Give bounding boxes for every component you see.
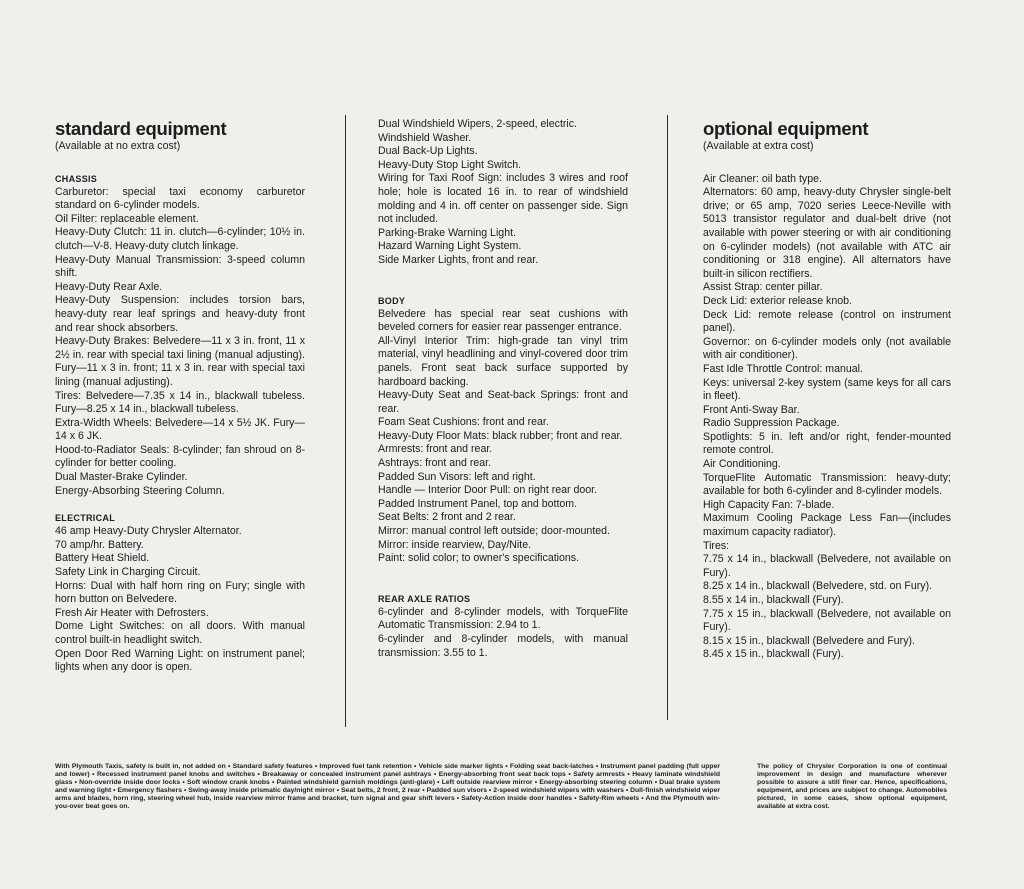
optional-equipment-subtitle: (Available at extra cost) <box>703 140 814 152</box>
list-item: Heavy-Duty Clutch: 11 in. clutch—6-cylinder; 10½ in. clutch—V-8. Heavy-duty clutch linkage. <box>55 226 305 252</box>
list-item: Tires: Belvedere—7.35 x 14 in., blackwall tubeless. Fury—8.25 x 14 in., blackwall tubeless. <box>55 389 305 416</box>
optional-list <box>703 173 951 662</box>
list-item: Fast Idle Throttle Control: manual. <box>703 362 863 375</box>
chassis-heading: CHASSIS <box>55 173 98 184</box>
list-item: Energy-Absorbing Steering Column. <box>55 484 225 497</box>
electrical-continued-list <box>378 118 628 268</box>
list-item: Belvedere has special rear seat cushions with beveled corners for easier rear passenger entrance. <box>378 307 628 334</box>
list-item: Safety Link in Charging Circuit. <box>55 566 201 579</box>
body-heading: BODY <box>378 295 406 306</box>
list-item: All-Vinyl Interior Trim: high-grade tan vinyl trim material, vinyl headlining and vinyl-covered door trim panels. Front seat back surface supported by hardboard backing. <box>378 334 628 388</box>
list-item: Front Anti-Sway Bar. <box>703 403 800 416</box>
list-item: Handle — Interior Door Pull: on right rear door. <box>378 484 598 497</box>
list-item: Radio Suppression Package. <box>703 417 840 430</box>
electrical-heading: ELECTRICAL <box>55 513 115 524</box>
list-item: 6-cylinder and 8-cylinder models, with manual transmission: 3.55 to 1. <box>378 633 628 659</box>
list-item: Heavy-Duty Brakes: Belvedere—11 x 3 in. front, 11 x 2½ in. rear with special taxi lining (manual adjusting). Fury—11 x 3 in. front; 11 x 3 in. rear with special taxi lining (manual adjusting). <box>55 335 305 388</box>
policy-footnote: The policy of Chrysler Corporation is one of continual improvement in design and manufacture wherever possible to assure a still finer car. Hence, specifications, equipment, and prices are subject to change. Automobiles pictured, in some cases, show optional equipment, available at extra cost. <box>757 763 947 810</box>
list-item: Mirror: manual control left outside; door-mounted. <box>378 525 610 538</box>
list-item: Tires: <box>703 539 730 552</box>
list-item: 70 amp/hr. Battery. <box>55 538 144 551</box>
safety-features-footnote: With Plymouth Taxis, safety is built in, not added on • Standard safety features • Improved fuel tank retention • Vehicle side marker lights • Folding seat back-latches • Instrument panel padding (full upper and lower) • Recessed instrument panel knobs and switches • Breakaway or concealed instrument panel ashtrays • Energy-absorbing front seat back tops • Safety armrests • Heavy laminate windshield glass • Non-override inside door locks • Soft window crank knobs • Painted windshield garnish moldings (anti-glare) • Left outside rearview mirror • Energy-absorbing steering column • Dual brake system and warning light • Emergency flashers • Swing-away inside prismatic day/night mirror • Seat belts, 2 front, 2 rear • Padded sun visors • 2-speed windshield wipers with washers • Dull-finish windshield wiper arms and blades, horn ring, steering wheel hub, inside rearview mirror frame and bracket, turn signal and gear shift levers • Safety-Action inside door handles • Safety-Rim wheels • And the Plymouth win-you-over beat goes on. <box>55 763 720 810</box>
list-item: High Capacity Fan: 7-blade. <box>703 498 835 511</box>
list-item: Mirror: inside rearview, Day/Nite. <box>378 538 532 551</box>
list-item: Carburetor: special taxi economy carburetor standard on 6-cylinder models. <box>55 185 305 212</box>
list-item: 8.45 x 15 in., blackwall (Fury). <box>703 648 844 661</box>
list-item: Side Marker Lights, front and rear. <box>378 253 539 266</box>
optional-equipment-title: optional equipment <box>703 118 869 139</box>
electrical-list <box>55 525 305 675</box>
list-item: Armrests: front and rear. <box>378 443 493 456</box>
list-item: Heavy-Duty Seat and Seat-back Springs: front and rear. <box>378 389 628 415</box>
list-item: 6-cylinder and 8-cylinder models, with TorqueFlite Automatic Transmission: 2.94 to 1. <box>378 605 628 632</box>
list-item: Wiring for Taxi Roof Sign: includes 3 wires and roof hole; hole is located 16 in. to rear of windshield molding and 4 in. off center on passenger side. Sign not included. <box>378 172 628 226</box>
list-item: Maximum Cooling Package Less Fan—(includes maximum capacity radiator). <box>703 512 951 539</box>
list-item: Dome Light Switches: on all doors. With manual control built-in headlight switch. <box>55 620 305 646</box>
list-item: Ashtrays: front and rear. <box>378 457 492 470</box>
list-item: Governor: on 6-cylinder models only (not available with air conditioner). <box>703 335 951 362</box>
list-item: Air Cleaner: oil bath type. <box>703 172 822 185</box>
list-item: Hood-to-Radiator Seals: 8-cylinder; fan shroud on 8-cylinder for better cooling. <box>55 443 305 470</box>
list-item: Padded Instrument Panel, top and bottom. <box>378 497 578 510</box>
list-item: Heavy-Duty Manual Transmission: 3-speed column shift. <box>55 253 305 280</box>
list-item: 7.75 x 14 in., blackwall (Belvedere, not available on Fury). <box>703 553 951 579</box>
list-item: Dual Back-Up Lights. <box>378 145 478 158</box>
list-item: Dual Windshield Wipers, 2-speed, electric. <box>378 118 578 130</box>
list-item: 46 amp Heavy-Duty Chrysler Alternator. <box>55 525 242 538</box>
list-item: Deck Lid: remote release (control on instrument panel). <box>703 308 951 335</box>
list-item: Horns: Dual with half horn ring on Fury; single with horn button on Belvedere. <box>55 579 305 606</box>
standard-equipment-column <box>55 118 305 675</box>
list-item: 7.75 x 15 in., blackwall (Belvedere, not available on Fury). <box>703 607 951 634</box>
list-item: 8.25 x 14 in., blackwall (Belvedere, std. on Fury). <box>703 580 933 593</box>
list-item: Foam Seat Cushions: front and rear. <box>378 416 549 429</box>
chassis-list <box>55 186 305 499</box>
body-list <box>378 308 628 566</box>
list-item: Seat Belts: 2 front and 2 rear. <box>378 511 516 524</box>
list-item: Battery Heat Shield. <box>55 552 150 565</box>
list-item: Spotlights: 5 in. left and/or right, fender-mounted remote control. <box>703 430 951 457</box>
list-item: Air Conditioning. <box>703 458 781 471</box>
list-item: Heavy-Duty Floor Mats: black rubber; front and rear. <box>378 429 623 442</box>
list-item: Keys: universal 2-key system (same keys for all cars in fleet). <box>703 376 951 403</box>
column-divider <box>667 115 668 720</box>
list-item: Heavy-Duty Stop Light Switch. <box>378 158 522 171</box>
list-item: Heavy-Duty Suspension: includes torsion bars, heavy-duty rear leaf springs and heavy-duty front and rear shock absorbers. <box>55 294 305 334</box>
list-item: Parking-Brake Warning Light. <box>378 226 516 239</box>
rear-axle-heading: REAR AXLE RATIOS <box>378 593 471 604</box>
list-item: Extra-Width Wheels: Belvedere—14 x 5½ JK. Fury—14 x 6 JK. <box>55 416 305 443</box>
list-item: Hazard Warning Light System. <box>378 240 522 253</box>
list-item: Assist Strap: center pillar. <box>703 281 823 294</box>
list-item: Dual Master-Brake Cylinder. <box>55 471 188 484</box>
list-item: Windshield Washer. <box>378 131 472 144</box>
list-item: Fresh Air Heater with Defrosters. <box>55 606 209 619</box>
list-item: Heavy-Duty Rear Axle. <box>55 280 163 293</box>
list-item: 8.55 x 14 in., blackwall (Fury). <box>703 594 844 606</box>
list-item: Paint: solid color; to owner's specifications. <box>378 552 580 565</box>
list-item: Deck Lid: exterior release knob. <box>703 294 852 307</box>
list-item: Alternators: 60 amp, heavy-duty Chrysler single-belt drive; or 65 amp, 7020 series Leece-Neville with 5013 transistor regulator and dual-belt drive (not available with power steering or with air conditioning on 6-cylinder models) (not available with ATC air conditioning or 318 engine). All alternators have built-in silicon rectifiers. <box>703 186 951 280</box>
list-item: Padded Sun Visors: left and right. <box>378 470 536 483</box>
list-item: Oil Filter: replaceable element. <box>55 212 199 225</box>
column-divider <box>345 115 346 727</box>
list-item: TorqueFlite Automatic Transmission: heavy-duty; available for both 6-cylinder and 8-cylinder models. <box>703 471 951 498</box>
list-item: Open Door Red Warning Light: on instrument panel; lights when any door is open. <box>55 647 305 674</box>
standard-equipment-subtitle: (Available at no extra cost) <box>55 140 181 152</box>
middle-column <box>378 118 628 660</box>
optional-equipment-column <box>703 118 951 662</box>
standard-equipment-title: standard equipment <box>55 118 227 139</box>
rear-axle-list <box>378 606 628 660</box>
list-item: 8.15 x 15 in., blackwall (Belvedere and Fury). <box>703 634 915 647</box>
